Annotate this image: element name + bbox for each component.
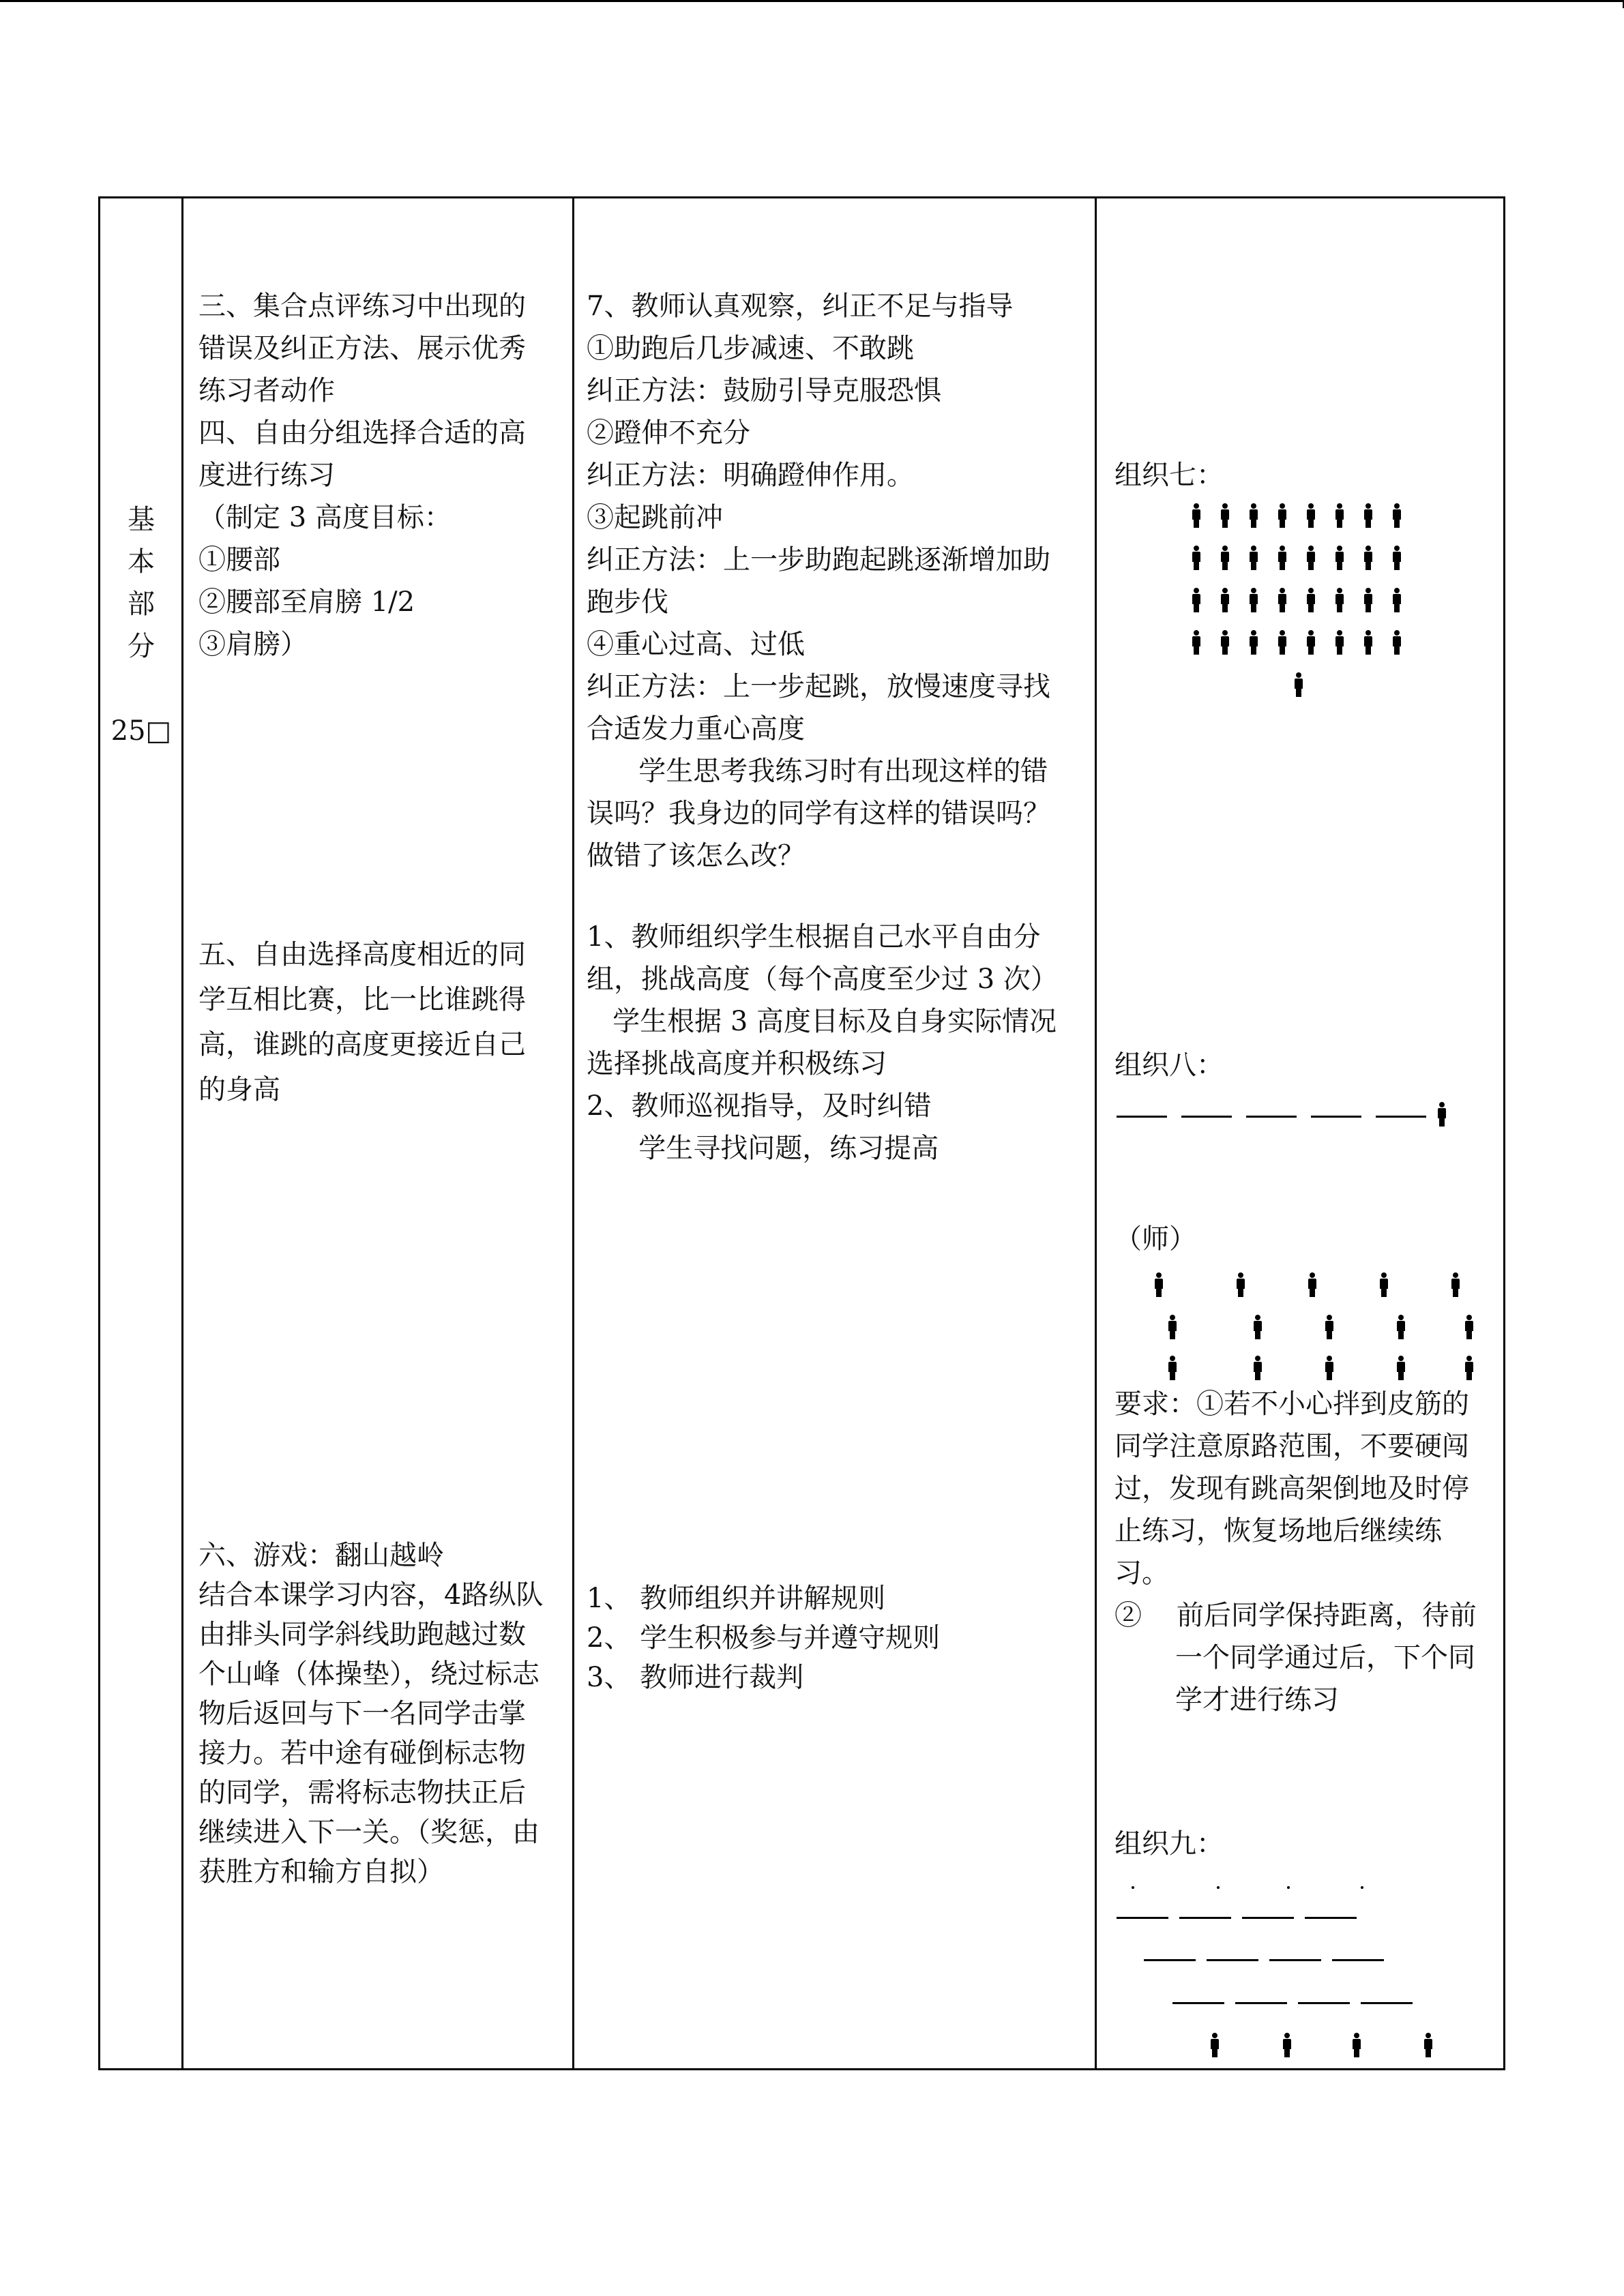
- text-line: ② 前后同学保持距离，待前: [1114, 1600, 1477, 1631]
- line-mark: [1179, 1917, 1231, 1919]
- line-mark: [1144, 1959, 1196, 1961]
- student-figure-icon: [1249, 546, 1258, 570]
- section-char: 部: [128, 588, 155, 620]
- student-figure-icon: [1363, 588, 1373, 612]
- student-figure-icon: [1325, 1315, 1334, 1339]
- text-line: 2、 学生积极参与并遵守规则: [587, 1622, 941, 1654]
- column-divider-1: [181, 198, 183, 2068]
- student-figure-icon: [1308, 1272, 1317, 1297]
- student-figure-icon: [1168, 1356, 1177, 1380]
- text-line: 结合本课学习内容，4路纵队: [198, 1579, 544, 1611]
- content-block-6: [198, 1536, 567, 1892]
- teacher-figure-icon: [1294, 672, 1303, 697]
- text-line: 选择挑战高度并积极练习: [587, 1048, 887, 1079]
- student-figure-icon: [1220, 588, 1230, 612]
- student-figure-icon: [1278, 630, 1287, 655]
- student-figure-icon: [1396, 1315, 1406, 1339]
- section-label: [100, 498, 182, 668]
- line-mark: [1207, 1959, 1258, 1961]
- text-line: 三、集合点评练习中出现的: [198, 290, 526, 322]
- line-mark: [1242, 1917, 1294, 1919]
- student-figure-icon: [1220, 630, 1230, 655]
- text-line: 要求：①若不小心拌到皮筋的: [1114, 1388, 1469, 1420]
- student-figure-icon: [1464, 1356, 1474, 1380]
- text-line: 物后返回与下一名同学击掌: [198, 1698, 526, 1729]
- student-figure-icon: [1220, 503, 1230, 528]
- student-figure-icon: [1306, 546, 1316, 570]
- student-figure-icon: [1192, 630, 1201, 655]
- text-line: 练习者动作: [198, 375, 335, 406]
- text-line: 纠正方法：上一步起跳，放慢速度寻找: [587, 671, 1050, 702]
- text-line: ①腰部: [198, 544, 280, 576]
- student-figure-icon: [1306, 588, 1316, 612]
- text-line: （制定 3 高度目标：: [198, 502, 452, 533]
- column-divider-2: [572, 198, 574, 2068]
- line-mark: [1298, 2002, 1350, 2004]
- text-line: 组，挑战高度（每个高度至少过 3 次）: [587, 964, 1058, 995]
- text-line: ③肩膀）: [198, 629, 308, 660]
- text-line: ②腰部至肩膀 1/2: [198, 586, 415, 618]
- line-mark: [1246, 1116, 1297, 1118]
- dot-mark: [1361, 1886, 1363, 1889]
- student-figure-icon: [1249, 503, 1258, 528]
- text-line: 四、自由分组选择合适的高: [198, 417, 526, 449]
- student-figure-icon: [1278, 503, 1287, 528]
- org9-label: 组织九：: [1114, 1828, 1224, 1860]
- student-figure-icon: [1363, 630, 1373, 655]
- student-figure-icon: [1192, 546, 1201, 570]
- section-char: 基: [128, 504, 155, 535]
- org7-label: 组织七：: [1114, 460, 1224, 491]
- text-line: 1、教师组织学生根据自己水平自由分: [587, 921, 1041, 953]
- lesson-plan-table: [98, 196, 1505, 2070]
- line-mark: [1269, 1959, 1321, 1961]
- text-line: 的同学，需将标志物扶正后: [198, 1777, 526, 1808]
- text-line: 一个同学通过后，下个同: [1114, 1642, 1476, 1673]
- text-line: 由排头同学斜线助跑越过数: [198, 1619, 526, 1650]
- student-figure-icon: [1423, 2033, 1433, 2057]
- text-line: 合适发力重心高度: [587, 713, 805, 745]
- student-figure-icon: [1392, 588, 1402, 612]
- text-line: 高，谁跳的高度更接近自己: [198, 1029, 526, 1060]
- student-figure-icon: [1306, 630, 1316, 655]
- org8-label: 组织八：: [1114, 1049, 1224, 1081]
- text-line: 3、 教师进行裁判: [587, 1662, 804, 1693]
- student-figure-icon: [1325, 1356, 1334, 1380]
- student-figure-icon: [1352, 2033, 1361, 2057]
- teacher-figure-icon: [1437, 1102, 1447, 1127]
- text-line: 错误及纠正方法、展示优秀: [198, 333, 526, 364]
- student-figure-icon: [1282, 2033, 1292, 2057]
- content-block-3-4: [198, 285, 567, 666]
- student-figure-icon: [1192, 503, 1201, 528]
- page-top-border: [0, 0, 1624, 2]
- text-line: 纠正方法：上一步助跑起跳逐渐增加助: [587, 544, 1050, 576]
- text-line: ①助跑后几步减速、不敢跳: [587, 333, 914, 364]
- student-figure-icon: [1363, 546, 1373, 570]
- text-line: 个山峰（体操垫），绕过标志: [198, 1658, 540, 1690]
- line-mark: [1332, 1959, 1384, 1961]
- requirements: [1114, 1383, 1496, 1721]
- text-line: 度进行练习: [198, 460, 335, 491]
- text-line: 2、教师巡视指导，及时纠错: [587, 1090, 932, 1122]
- student-figure-icon: [1236, 1272, 1245, 1297]
- student-figure-icon: [1335, 503, 1344, 528]
- student-figure-icon: [1335, 588, 1344, 612]
- text-line: 纠正方法：明确蹬伸作用。: [587, 460, 914, 491]
- text-line: 过，发现有跳高架倒地及时停: [1114, 1473, 1469, 1504]
- student-figure-icon: [1392, 630, 1402, 655]
- student-figure-icon: [1278, 588, 1287, 612]
- text-line: ③起跳前冲: [587, 502, 723, 533]
- text-line: 六、游戏：翻山越岭: [198, 1540, 444, 1571]
- text-line: 做错了该怎么改？: [587, 840, 805, 871]
- section-char: 分: [128, 631, 155, 662]
- line-mark: [1361, 2002, 1413, 2004]
- text-line: 1、 教师组织并讲解规则: [587, 1583, 886, 1614]
- text-line: 继续进入下一关。（奖惩，由: [198, 1817, 540, 1848]
- line-mark: [1235, 2002, 1287, 2004]
- student-figure-icon: [1249, 630, 1258, 655]
- text-line: ②蹬伸不充分: [587, 417, 750, 449]
- student-figure-icon: [1253, 1315, 1263, 1339]
- text-line: 学生根据 3 高度目标及自身实际情况: [587, 1006, 1057, 1037]
- line-mark: [1172, 2002, 1224, 2004]
- line-mark: [1311, 1116, 1361, 1118]
- content-block-5: [198, 932, 567, 1112]
- student-figure-icon: [1249, 588, 1258, 612]
- line-mark: [1117, 1116, 1167, 1118]
- text-line: 学生思考我练习时有出现这样的错: [587, 756, 1048, 787]
- line-mark: [1181, 1116, 1232, 1118]
- dot-mark: [1132, 1886, 1134, 1889]
- student-figure-icon: [1464, 1315, 1474, 1339]
- text-line: 误吗？我身边的同学有这样的错误吗？: [587, 798, 1050, 829]
- text-line: 的身高: [198, 1074, 280, 1105]
- method-block-8: [587, 916, 1091, 1169]
- dot-mark: [1287, 1886, 1290, 1889]
- method-block-9: [587, 1579, 1091, 1697]
- line-mark: [1305, 1917, 1357, 1919]
- student-figure-icon: [1253, 1356, 1263, 1380]
- student-figure-icon: [1220, 546, 1230, 570]
- text-line: 纠正方法：鼓励引导克服恐惧: [587, 375, 941, 406]
- student-figure-icon: [1154, 1272, 1164, 1297]
- student-figure-icon: [1392, 503, 1402, 528]
- student-figure-icon: [1210, 2033, 1220, 2057]
- text-line: 跑步伐: [587, 586, 668, 618]
- text-line: 止练习，恢复场地后继续练: [1114, 1515, 1442, 1547]
- student-figure-icon: [1451, 1272, 1460, 1297]
- text-line: 同学注意原路范围，不要硬闯: [1114, 1431, 1469, 1462]
- teacher-label: （师）: [1114, 1223, 1196, 1255]
- student-figure-icon: [1278, 546, 1287, 570]
- text-line: 接力。若中途有碰倒标志物: [198, 1738, 526, 1769]
- dot-mark: [1217, 1886, 1220, 1889]
- student-figure-icon: [1192, 588, 1201, 612]
- text-line: 学才进行练习: [1114, 1684, 1340, 1716]
- line-mark: [1376, 1116, 1426, 1118]
- student-figure-icon: [1363, 503, 1373, 528]
- line-mark: [1117, 1917, 1168, 1919]
- student-figure-icon: [1396, 1356, 1406, 1380]
- text-line: 7、教师认真观察，纠正不足与指导: [587, 290, 1014, 322]
- student-figure-icon: [1335, 630, 1344, 655]
- text-line: 习。: [1114, 1557, 1169, 1589]
- section-duration: 25□: [110, 715, 172, 747]
- text-line: 获胜方和输方自拟）: [198, 1856, 444, 1888]
- student-figure-icon: [1335, 546, 1344, 570]
- column-divider-3: [1095, 198, 1097, 2068]
- text-line: 学互相比赛，比一比谁跳得: [198, 984, 526, 1015]
- student-figure-icon: [1168, 1315, 1177, 1339]
- method-block-7: [587, 285, 1091, 877]
- text-line: ④重心过高、过低: [587, 629, 805, 660]
- student-figure-icon: [1306, 503, 1316, 528]
- student-figure-icon: [1392, 546, 1402, 570]
- section-char: 本: [128, 546, 155, 578]
- student-figure-icon: [1379, 1272, 1389, 1297]
- text-line: 学生寻找问题，练习提高: [587, 1133, 939, 1164]
- text-line: 五、自由选择高度相近的同: [198, 939, 526, 970]
